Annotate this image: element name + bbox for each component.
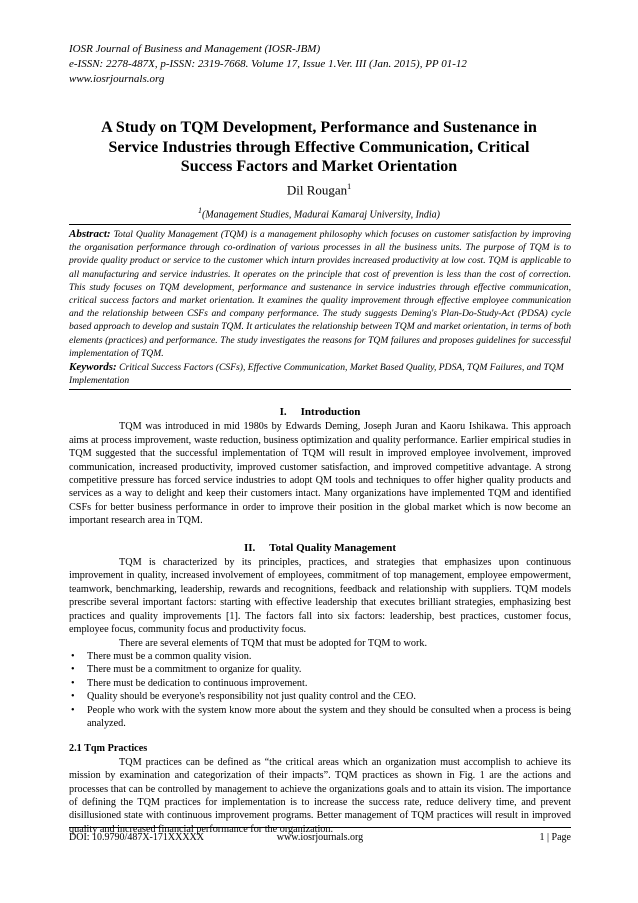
abstract-block (69, 224, 571, 390)
list-item: • Quality should be everyone's responsibility not just quality control and the CEO. (71, 691, 416, 703)
paper-body (69, 406, 571, 836)
author (0, 182, 638, 198)
section-2-heading (69, 542, 571, 555)
author-sup: 1 (347, 182, 352, 191)
tqm-elements-list (69, 650, 571, 730)
page-footer (69, 827, 571, 848)
abstract-text: Total Quality Management (TQM) is a management philosophy which focuses on customer satisfaction by improving the organisation performance through co-ordination of various processes in all the business units. The purpose of TQM is to provide quality product or service to the customer which inturn provides increased productivity at low cost. TQM is applicable to all manufacturing and service industries. It operates on the principle that cost of prevention is less than the cost of correction. This study focuses on TQM development, performance and sustenance in service industries through effective communication, critical success factors and market orientation. It examines the quality improvement through effective employee communication and the relationship between CSFs and company performance. The study suggests Deming's Plan-Do-Study-Act (PDSA) cycle based approach to develop and sustain TQM. It articulates the relationship between TQM and market orientation, in terms of both elements (practices) and performance. The study investigates the reasons for TQM failures and proposes guidelines for successful implementation of TQM. (69, 229, 571, 359)
journal-website: www.iosrjournals.org (69, 73, 165, 85)
keywords (69, 361, 571, 387)
abstract-bottom-rule (69, 389, 571, 390)
abstract (69, 228, 571, 360)
keywords-label: Keywords: (69, 361, 117, 374)
keywords-text: Critical Success Factors (CSFs), Effective Communication, Market Based Quality, PDSA, TQM Failures, and TQM Implementation (69, 362, 564, 387)
journal-issn: e-ISSN: 2278-487X, p-ISSN: 2319-7668. Volume 17, Issue 1.Ver. III (Jan. 2015), PP 01-12 (69, 58, 467, 70)
author-name: Dil Rougan (286, 182, 348, 198)
section-2-1-paragraph: TQM practices can be defined as “the critical areas which an organization must accomplish to achieve its mission by examination and categorization of their impacts”. TQM practices as shown in Fig. 1 are the actions and processes that can be controlled by management to achieve the organizations goals and to attain its vision. The importance of defining the TQM practices for implementation is to increase the success rate, reduce delivery time, and prevent disillusioned state with continuous improvement programs. Better management of TQM practices will result in improved quality and increased financial performance for the organization. (69, 756, 571, 835)
section-2-number: II. (243, 541, 256, 554)
title-line-3: Success Factors and Market Orientation (180, 158, 458, 175)
section-2-1-heading: 2.1 Tqm Practices (69, 743, 148, 755)
bullet-icon: • (71, 664, 75, 676)
affiliation (0, 206, 638, 220)
abstract-top-rule (69, 224, 571, 225)
section-2-paragraph-1: TQM is characterized by its principles, practices, and strategies that emphasizes upon continuous improvement in quality, increased involvement of employees, commitment of top management, employee empowerment, teamwork, benchmarking, leadership, rewards and recognitions, feedback and relationship with suppliers. TQM models prescribe several important factors: starting with effective leadership that executes brilliant strategies, emphasizing best practices and quality improvements [1]. The factors fall into six factors: leadership, best practices, customer focus, employee focus, community focus and productivity focus. (69, 557, 571, 636)
title-line-1: A Study on TQM Development, Performance and Sustenance in (101, 119, 537, 136)
section-2-title: Total Quality Management (269, 541, 397, 554)
affiliation-sup: 1 (197, 206, 202, 215)
bullet-icon: • (71, 704, 75, 716)
footer-page-number: 1 | Page (539, 832, 571, 843)
journal-name: IOSR Journal of Business and Management (IOSR-JBM) (69, 43, 321, 55)
section-1-title: Introduction (300, 406, 361, 418)
section-1-heading (69, 406, 571, 419)
affiliation-text: (Management Studies, Madurai Kamaraj University, India) (201, 209, 441, 221)
list-item: • There must be a common quality vision. (71, 650, 252, 662)
bullet-icon: • (71, 650, 75, 662)
abstract-label: Abstract: (69, 228, 111, 240)
paper-title (60, 118, 578, 177)
footer-website: www.iosrjournals.org (276, 832, 364, 843)
section-1-number: I. (279, 406, 287, 418)
bullet-icon: • (71, 677, 75, 689)
list-item: • People who work with the system know more about the system and they should be consulted when a process is being analyzed. (71, 704, 571, 729)
section-2-paragraph-2: There are several elements of TQM that must be adopted for TQM to work. (119, 637, 427, 649)
journal-header (69, 42, 569, 87)
footer-rule (69, 827, 571, 828)
section-1-paragraph: TQM was introduced in mid 1980s by Edwards Deming, Joseph Juran and Kaoru Ishikawa. This approach aims at process improvement, waste reduction, business optimization and quality performance. Earlier empirical studies in TQM suggested that the successful implementation of TQM will result in improved employee involvement, improved communication, increased productivity, improved customer satisfaction, and improved competitive advantage. A strong competitive pressure has forced service industries to adopt QM tools and techniques to offer higher quality products and services as a way to delight and keep their customers intact. Many organizations have implemented TQM and identified CSFs for better business performance in order to improve their position in the global market which is now become an important research area in TQM. (69, 421, 571, 527)
list-item: • There must be dedication to continuous improvement. (71, 677, 308, 689)
list-item: • There must be a commitment to organize for quality. (71, 664, 302, 676)
footer-doi: DOI: 10.9790/487X-171XXXXX (69, 832, 204, 843)
bullet-icon: • (71, 691, 75, 703)
title-line-2: Service Industries through Effective Communication, Critical (108, 138, 530, 156)
